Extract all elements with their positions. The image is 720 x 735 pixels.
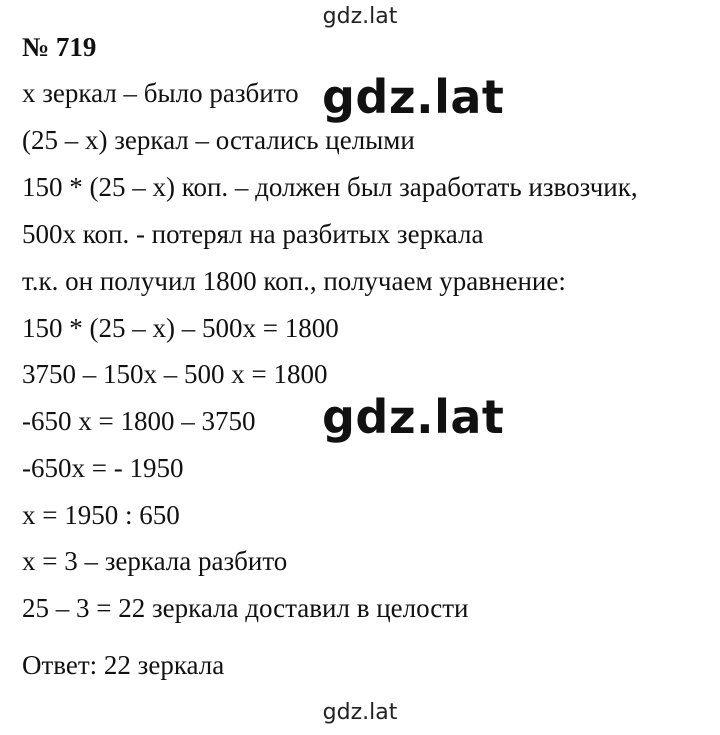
- answer-line: Ответ: 22 зеркала: [22, 650, 225, 680]
- solution-line: т.к. он получил 1800 коп., получаем уравнение:: [22, 266, 566, 296]
- solution-line: -650 х = 1800 – 3750: [22, 406, 256, 436]
- solution-line: х = 1950 : 650: [22, 500, 180, 530]
- solution-line: 3750 – 150х – 500 х = 1800: [22, 359, 328, 389]
- watermark-bottom: gdz.lat: [322, 700, 398, 725]
- watermark-top: gdz.lat: [322, 4, 398, 29]
- solution-line: 25 – 3 = 22 зеркала доставил в целости: [22, 593, 469, 623]
- solution-line: -650х = - 1950: [22, 453, 184, 483]
- solution-line: 150 * (25 – х) коп. – должен был заработать извозчик,: [22, 172, 638, 202]
- watermark-overlay: gdz.lat: [322, 70, 505, 124]
- solution-line: (25 – х) зеркал – остались целыми: [22, 125, 415, 155]
- watermark-overlay: gdz.lat: [322, 390, 505, 444]
- solution-line: х зеркал – было разбито: [22, 78, 299, 108]
- problem-number: № 719: [22, 32, 97, 62]
- solution-line: х = 3 – зеркала разбито: [22, 546, 288, 576]
- solution-line: 150 * (25 – х) – 500х = 1800: [22, 313, 339, 343]
- solution-line: 500х коп. - потерял на разбитых зеркала: [22, 219, 484, 249]
